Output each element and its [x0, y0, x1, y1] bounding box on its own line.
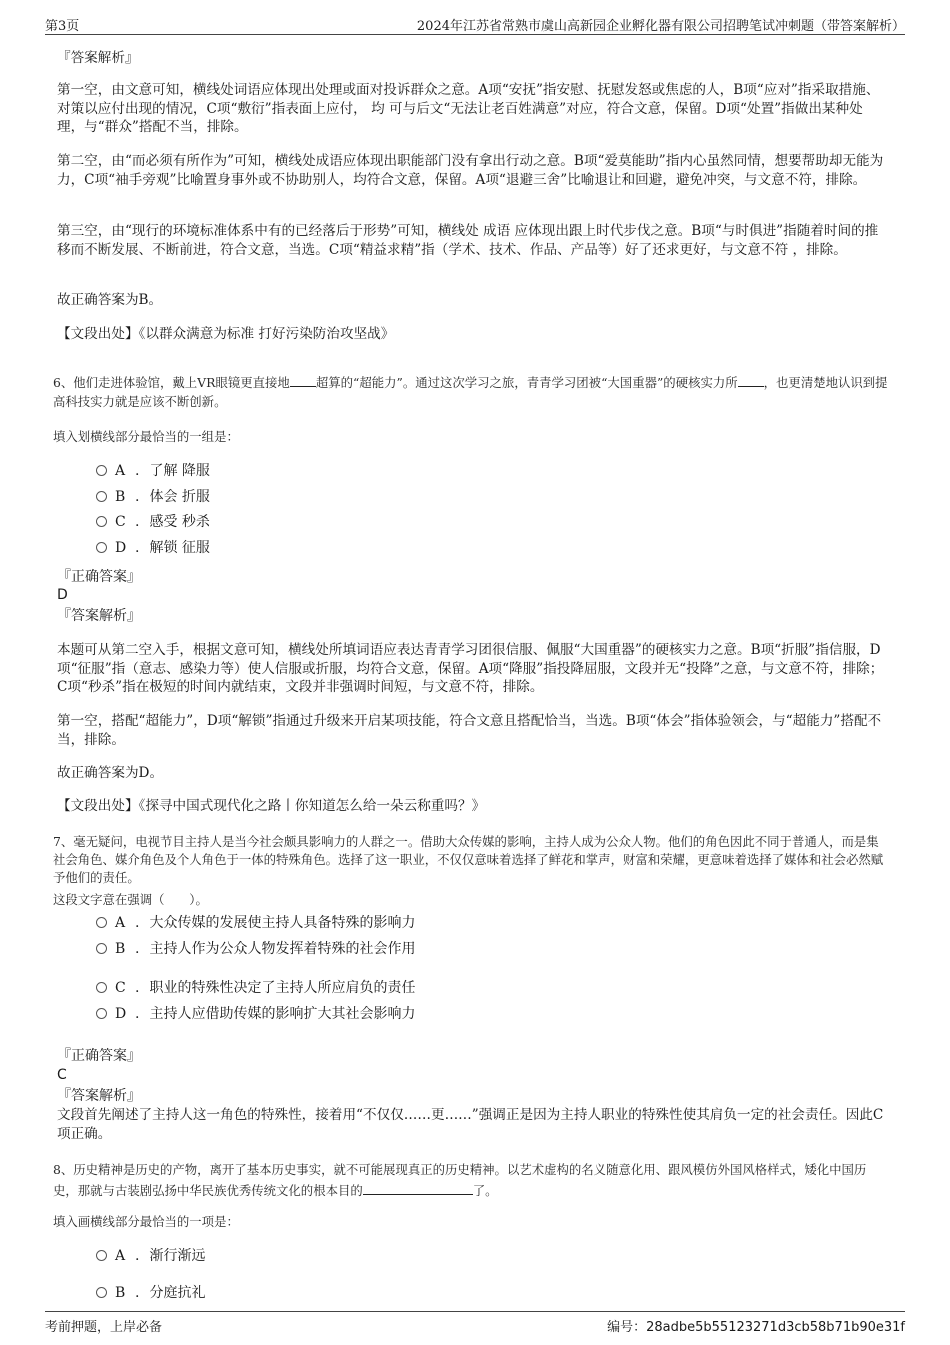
- page-header: [45, 12, 905, 35]
- document-code: 编号：28adbe5b55123271d3cb58b71b90e31f: [607, 1320, 905, 1335]
- q6-correct-answer: D: [57, 587, 68, 603]
- radio-button[interactable]: [96, 1008, 107, 1019]
- radio-button[interactable]: [96, 542, 107, 553]
- q7-prompt: 这段文字意在强调（ ）。: [53, 892, 208, 907]
- radio-button[interactable]: [96, 516, 107, 527]
- q6-option-a[interactable]: A . 了解 降服: [96, 461, 210, 481]
- q7-option-d[interactable]: D . 主持人应借助传媒的影响扩大其社会影响力: [96, 1004, 415, 1024]
- radio-button[interactable]: [96, 917, 107, 928]
- q6-source: 【文段出处】《探寻中国式现代化之路丨你知道怎么给一朵云称重吗？》: [57, 798, 486, 814]
- q7-option-b[interactable]: B . 主持人作为公众人物发挥着特殊的社会作用: [96, 939, 415, 959]
- fill-blank: [738, 386, 764, 387]
- q5-conclusion: 故正确答案为B。: [57, 292, 163, 308]
- page-number: 第3页: [45, 19, 80, 34]
- q6-option-d[interactable]: D . 解锁 征服: [96, 538, 210, 558]
- q5-source: 【文段出处】《以群众满意为标准 打好污染防治攻坚战》: [57, 326, 395, 342]
- fill-blank: [290, 386, 316, 387]
- q6-correct-label: 『正确答案』: [57, 569, 141, 585]
- radio-button[interactable]: [96, 982, 107, 993]
- q6-prompt: 填入划横线部分最恰当的一组是：: [53, 429, 239, 444]
- q6-conclusion: 故正确答案为D。: [57, 765, 164, 781]
- q6-stem: 6、他们走进体验馆，戴上VR眼镜更直接地 超算的“超能力”。通过这次学习之旅，青青学习团被“大国重器”的硬核实力所 ，也更清楚地认识到提高科技实力就是应该不断创新。: [53, 375, 888, 409]
- q8-option-b[interactable]: B . 分庭抗礼: [96, 1283, 205, 1303]
- q7-analysis-title: 『答案解析』: [57, 1088, 141, 1104]
- q6-option-c[interactable]: C . 感受 秒杀: [96, 512, 210, 532]
- q6-analysis-paragraph-2: 第一空，搭配“超能力”，D项“解锁”指通过升级来开启某项技能，符合文意且搭配恰当，当选。B项“体会”指体验领会，与“超能力”搭配不当，排除。: [57, 713, 882, 748]
- footer-slogan: 考前押题，上岸必备: [45, 1320, 163, 1335]
- q8-prompt: 填入画横线部分最恰当的一项是：: [53, 1214, 239, 1229]
- radio-button[interactable]: [96, 491, 107, 502]
- page-footer: [45, 1311, 905, 1334]
- q6-option-b[interactable]: B . 体会 折服: [96, 487, 210, 507]
- fill-blank: [363, 1194, 473, 1195]
- q5-analysis-paragraph-1: 第一空，由文意可知，横线处词语应体现出处理或面对投诉群众之意。A项“安抚”指安慰、抚慰发怒或焦虑的人，B项“应对”指采取措施、对策以应付出现的情况，C项“敷衍”指表面上应付， 均 可与后文“无法让老百姓满意”对应，符合文意，保留。D项“处置”指做出某种处理，与“群众”搭配不当，排除。: [57, 82, 880, 135]
- radio-button[interactable]: [96, 943, 107, 954]
- q7-correct-answer: C: [57, 1067, 67, 1083]
- radio-button[interactable]: [96, 465, 107, 476]
- q7-option-a[interactable]: A . 大众传媒的发展使主持人具备特殊的影响力: [96, 913, 415, 933]
- q7-stem: 7、毫无疑问，电视节目主持人是当今社会颇具影响力的人群之一。借助大众传媒的影响，主持人成为公众人物。他们的角色因此不同于普通人，而是集社会角色、媒介角色及个人角色于一体的特殊角色。选择了这一职业，不仅仅意味着选择了鲜花和掌声，财富和荣耀，更意味着选择了媒体和社会必然赋予他们的责任。: [53, 834, 884, 885]
- radio-button[interactable]: [96, 1250, 107, 1261]
- radio-button[interactable]: [96, 1287, 107, 1298]
- q7-option-c[interactable]: C . 职业的特殊性决定了主持人所应肩负的责任: [96, 978, 415, 998]
- q7-analysis: 文段首先阐述了主持人这一角色的特殊性，接着用“不仅仅……更……”强调正是因为主持人职业的特殊性使其肩负一定的社会责任。因此C项正确。: [57, 1107, 884, 1142]
- q6-analysis-paragraph-1: 本题可从第二空入手，根据文意可知，横线处所填词语应表达青青学习团很信服、佩服“大国重器”的硬核实力之意。B项“折服”指信服，D项“征服”指（意志、感染力等）使人信服或折服，均符合文意，保留。A项“降服”指投降屈服，文段并无“投降”之意，与文意不符，排除；C项“秒杀”指在极短的时间内就结束，文段并非强调时间短，与文意不符，排除。: [57, 642, 884, 695]
- q5-analysis-paragraph-3: 第三空，由“现行的环境标准体系中有的已经落后于形势”可知，横线处 成语 应体现出跟上时代步伐之意。B项“与时俱进”指随着时间的推移而不断发展、不断前进，符合文意，当选。C项“精益求精”指（学术、技术、作品、产品等）好了还求更好，与文意不符 ，排除。: [57, 223, 879, 258]
- q7-correct-label: 『正确答案』: [57, 1048, 141, 1064]
- document-title: 2024年江苏省常熟市虞山高新园企业孵化器有限公司招聘笔试冲刺题（带答案解析）: [416, 19, 905, 34]
- q6-analysis-title: 『答案解析』: [57, 608, 141, 624]
- q8-option-a[interactable]: A . 渐行渐远: [96, 1246, 205, 1266]
- q5-analysis-paragraph-2: 第二空，由“而必须有所作为”可知，横线处成语应体现出职能部门没有拿出行动之意。B项“爱莫能助”指内心虽然同情，想要帮助却无能为力，C项“袖手旁观”比喻置身事外或不协助别人，均符合文意，保留。A项“退避三舍”比喻退让和回避，避免冲突，与文意不符，排除。: [57, 153, 884, 188]
- q5-analysis-title: 『答案解析』: [57, 50, 139, 66]
- q8-stem: 8、历史精神是历史的产物，离开了基本历史事实，就不可能展现真正的历史精神。以艺术虚构的名义随意化用、跟风模仿外国风格样式，矮化中国历史，那就与古装剧弘扬中华民族优秀传统文化的根本目的 了。: [53, 1162, 867, 1198]
